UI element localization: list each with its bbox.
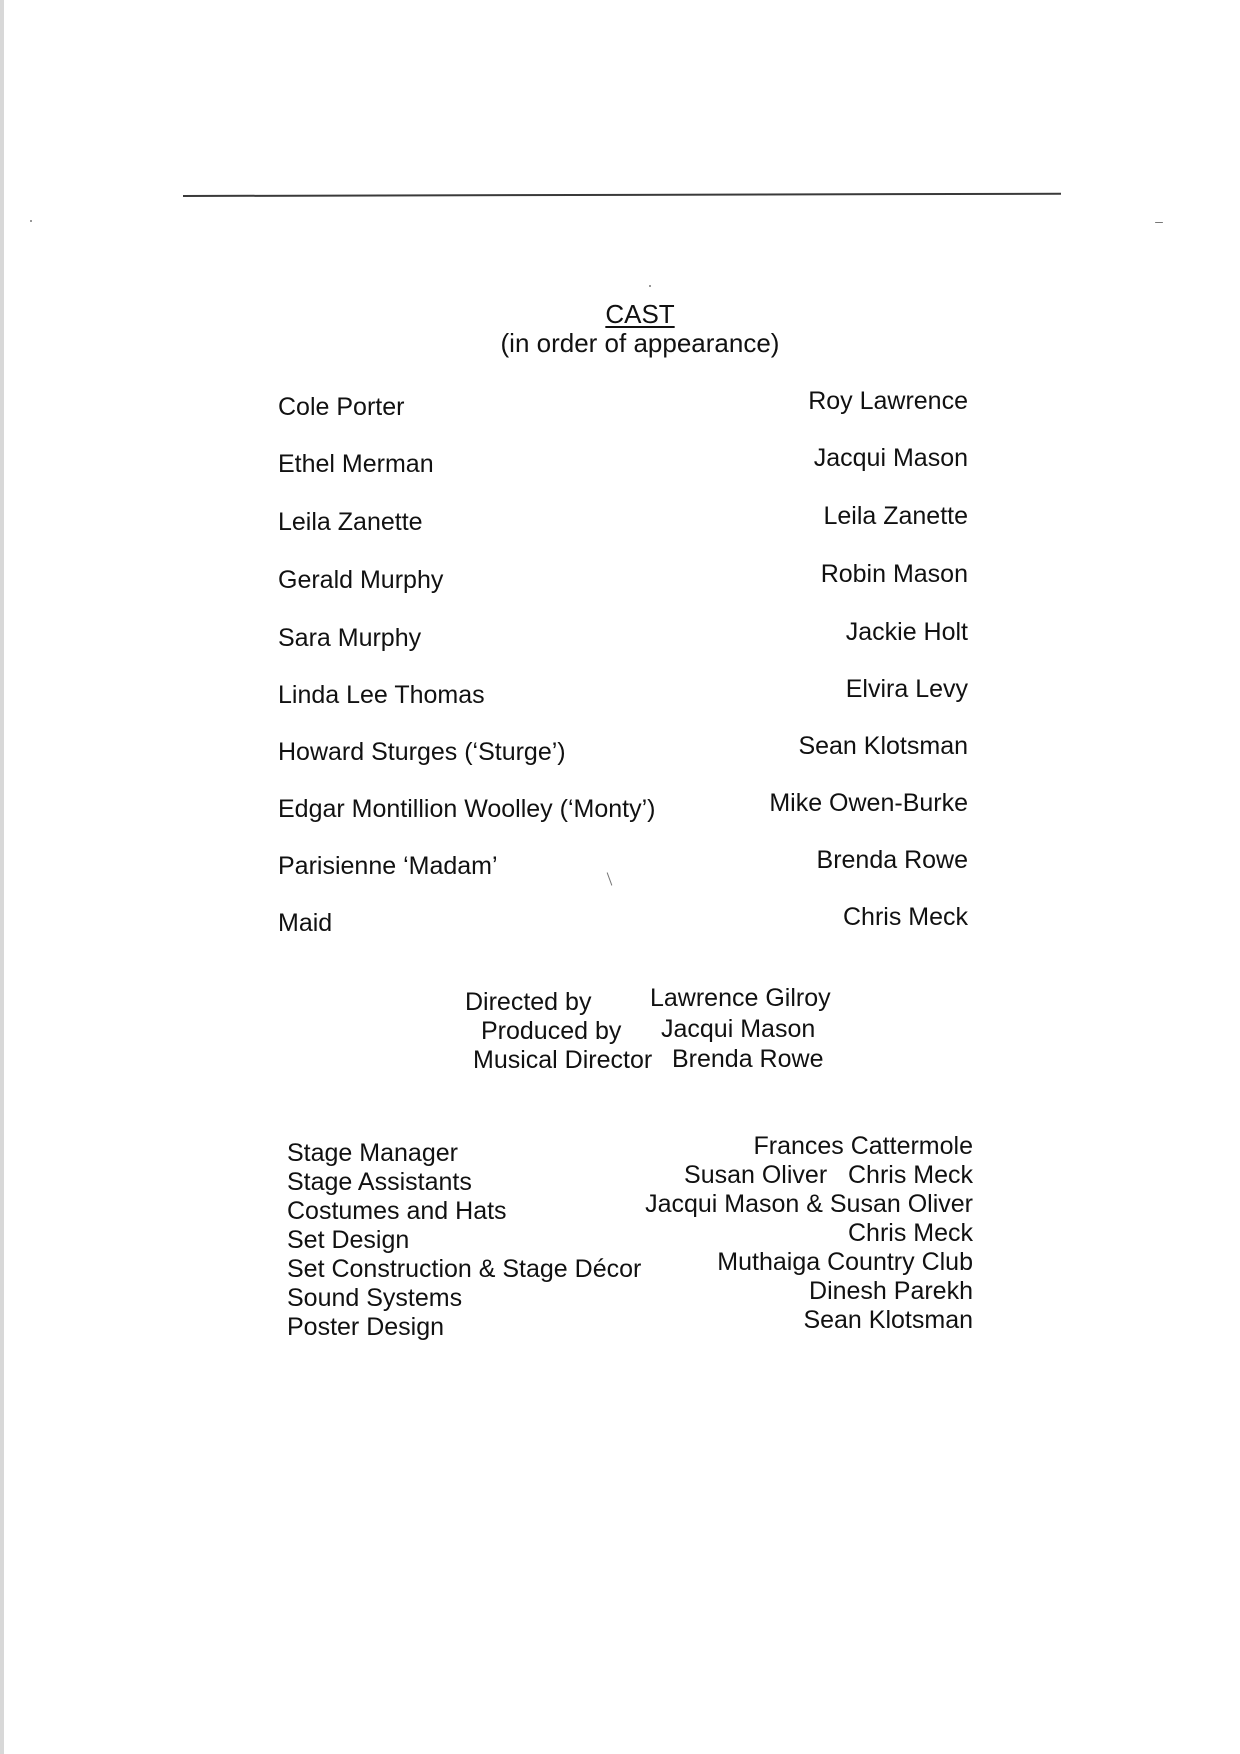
cast-role: Linda Lee Thomas — [278, 681, 485, 709]
credit-label: Produced by — [481, 1017, 622, 1045]
scan-speck — [30, 220, 32, 222]
cast-role: Gerald Murphy — [278, 566, 444, 594]
cast-role: Sara Murphy — [278, 624, 422, 652]
cast-actor: Chris Meck — [842, 903, 968, 931]
cast-role: Edgar Montillion Woolley (‘Monty’) — [278, 795, 656, 823]
crew-row — [287, 1306, 973, 1341]
cast-heading — [0, 300, 1240, 358]
crew-name: Frances Cattermole — [753, 1132, 973, 1160]
cast-actor: Brenda Rowe — [816, 846, 968, 874]
cast-row — [278, 560, 968, 596]
cast-role: Howard Sturges (‘Sturge’) — [278, 738, 566, 766]
crew-name: Sean Klotsman — [803, 1306, 973, 1334]
crew-label: Set Design — [287, 1226, 410, 1254]
crew-label: Set Construction & Stage Décor — [287, 1255, 642, 1283]
crew-name: Muthaiga Country Club — [717, 1248, 973, 1276]
cast-actor: Mike Owen-Burke — [769, 789, 968, 817]
cast-row — [278, 502, 968, 538]
cast-row — [278, 387, 968, 423]
credit-label: Directed by — [465, 988, 592, 1016]
cast-actor: Jacqui Mason — [813, 444, 968, 472]
cast-subtitle: (in order of appearance) — [500, 328, 780, 358]
cast-row — [278, 618, 968, 654]
cast-actor: Robin Mason — [820, 560, 968, 588]
scan-page-edge — [0, 0, 4, 1754]
credit-name: Brenda Rowe — [672, 1045, 824, 1073]
credit-name: Lawrence Gilroy — [650, 984, 831, 1012]
horizontal-rule — [183, 193, 1061, 197]
cast-row — [278, 789, 968, 825]
cast-actor: Jackie Holt — [845, 618, 968, 646]
cast-row — [278, 846, 968, 882]
cast-actor: Sean Klotsman — [798, 732, 968, 760]
crew-name: Dinesh Parekh — [809, 1277, 973, 1305]
cast-role: Maid — [278, 909, 333, 937]
cast-role: Ethel Merman — [278, 450, 434, 478]
crew-label: Stage Assistants — [287, 1168, 472, 1196]
crew-label: Stage Manager — [287, 1139, 458, 1167]
cast-role: Cole Porter — [278, 393, 405, 421]
cast-row — [278, 903, 968, 939]
crew-name: Susan Oliver Chris Meck — [684, 1161, 973, 1189]
crew-label: Costumes and Hats — [287, 1197, 507, 1225]
cast-role: Leila Zanette — [278, 508, 423, 536]
cast-row — [278, 675, 968, 711]
credit-label: Musical Director — [473, 1046, 653, 1074]
cast-role: Parisienne ‘Madam’ — [278, 852, 498, 880]
crew-name: Jacqui Mason & Susan Oliver — [645, 1190, 973, 1218]
cast-row — [278, 444, 968, 480]
scan-speck — [649, 285, 651, 287]
crew-label: Poster Design — [287, 1313, 445, 1341]
credit-name: Jacqui Mason — [661, 1015, 816, 1043]
crew-label: Sound Systems — [287, 1284, 463, 1312]
crew-list — [287, 1132, 973, 1341]
cast-row — [278, 732, 968, 768]
scan-speck — [1155, 222, 1163, 223]
cast-actor: Roy Lawrence — [808, 387, 968, 415]
crew-name: Chris Meck — [847, 1219, 973, 1247]
cast-actor: Elvira Levy — [845, 675, 968, 703]
cast-actor: Leila Zanette — [823, 502, 968, 530]
cast-title: CAST — [605, 299, 675, 329]
